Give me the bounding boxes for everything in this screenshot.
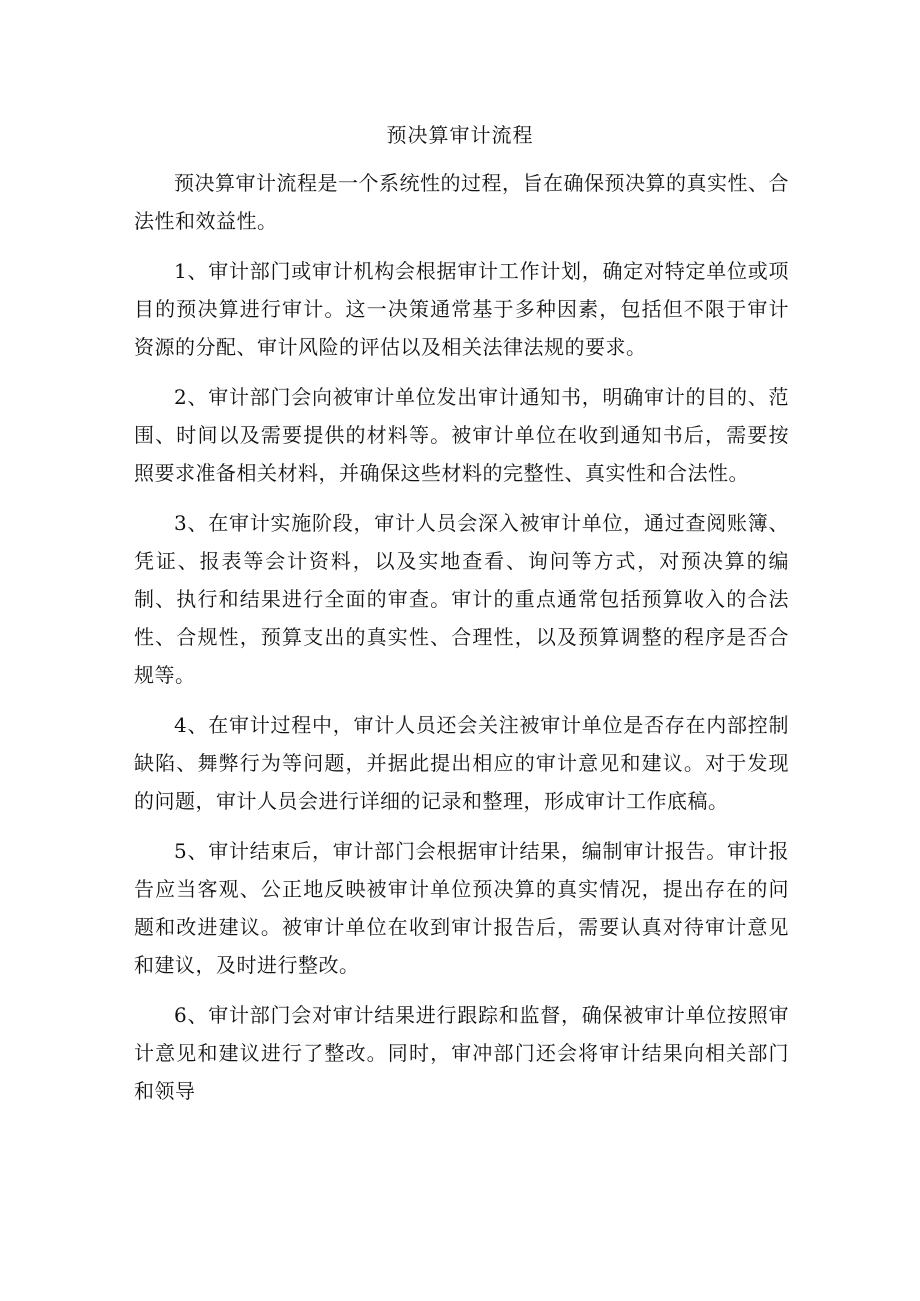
paragraph-step-6: 6、审计部门会对审计结果进行跟踪和监督，确保被审计单位按照审计意见和建议进行了整改。同时，审冲部门还会将审计结果向相关部门和领导 [134,1003,789,1103]
document-body [134,164,789,1122]
document-title: 预决算审计流程 [386,123,534,147]
paragraph-step-4: 4、在审计过程中，审计人员还会关注被审计单位是否存在内部控制缺陷、舞弊行为等问题，并据此提出相应的审计意见和建议。对于发现的问题，审计人员会进行详细的记录和整理，形成审计工作底稿。 [134,713,789,813]
paragraph-step-1: 1、审计部门或审计机构会根据审计工作计划，确定对特定单位或项目的预决算进行审计。这一决策通常基于多种因素，包括但不限于审计资源的分配、审计风险的评估以及相关法律法规的要求。 [134,259,789,359]
paragraph-step-5: 5、审计结束后，审计部门会根据审计结果，编制审计报告。审计报告应当客观、公正地反映被审计单位预决算的真实情况，提出存在的问题和改进建议。被审计单位在收到审计报告后，需要认真对待审计意见和建议，及时进行整改。 [134,839,789,977]
paragraph-step-3: 3、在审计实施阶段，审计人员会深入被审计单位，通过查阅账簿、凭证、报表等会计资料，以及实地查看、询问等方式，对预决算的编制、执行和结果进行全面的审查。审计的重点通常包括预算收入的合法性、合规性，预算支出的真实性、合理性，以及预算调整的程序是否合规等。 [134,511,789,687]
paragraph-step-2: 2、审计部门会向被审计单位发出审计通知书，明确审计的目的、范围、时间以及需要提供的材料等。被审计单位在收到通知书后，需要按照要求准备相关材料，并确保这些材料的完整性、真实性和合法性。 [134,385,789,485]
intro-paragraph: 预决算审计流程是一个系统性的过程，旨在确保预决算的真实性、合法性和效益性。 [134,171,789,233]
